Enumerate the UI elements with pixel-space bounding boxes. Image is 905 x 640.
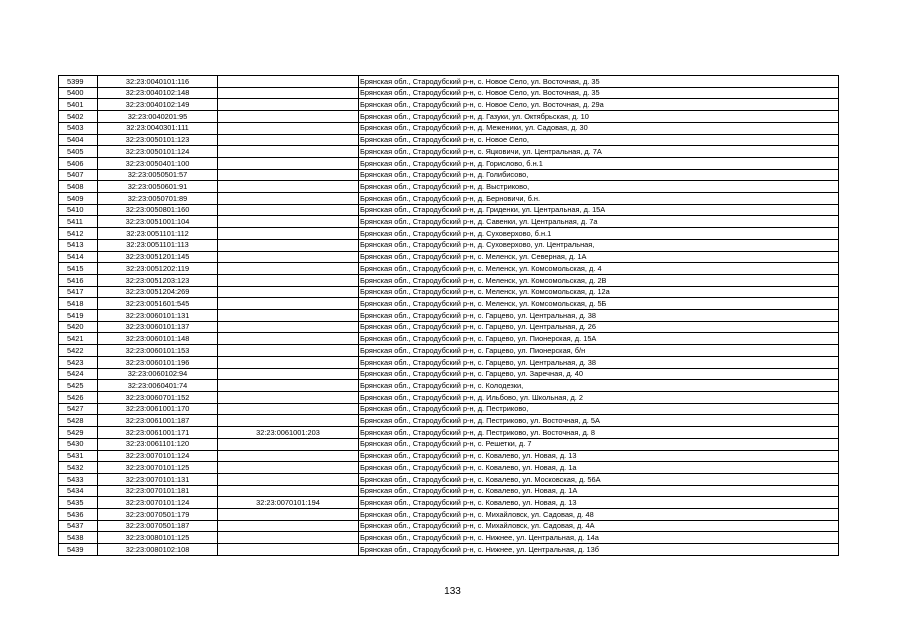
row-number-cell: 5403 bbox=[59, 122, 98, 134]
table-row bbox=[59, 391, 839, 403]
row-number-cell: 5418 bbox=[59, 298, 98, 310]
row-number-cell: 5439 bbox=[59, 544, 98, 556]
row-number-cell: 5426 bbox=[59, 391, 98, 403]
document-table bbox=[58, 75, 839, 556]
extra-cadastral-number-cell bbox=[218, 181, 359, 193]
row-number-cell: 5408 bbox=[59, 181, 98, 193]
address-cell: Брянская обл., Стародубский р-н, с. Яцковичи, ул. Центральная, д. 7А bbox=[359, 146, 839, 158]
row-number-cell: 5434 bbox=[59, 485, 98, 497]
cadastral-number-cell: 32:23:0050401:100 bbox=[98, 157, 218, 169]
address-cell: Брянская обл., Стародубский р-н, с. Меленск, ул. Комсомольская, д. 5Б bbox=[359, 298, 839, 310]
extra-cadastral-number-cell bbox=[218, 99, 359, 111]
cadastral-number-cell: 32:23:0040101:116 bbox=[98, 76, 218, 88]
row-number-cell: 5400 bbox=[59, 87, 98, 99]
address-cell: Брянская обл., Стародубский р-н, с. Нижнее, ул. Центральная, д. 14а bbox=[359, 532, 839, 544]
row-number-cell: 5432 bbox=[59, 462, 98, 474]
table-row bbox=[59, 403, 839, 415]
cadastral-number-cell: 32:23:0060101:153 bbox=[98, 345, 218, 357]
extra-cadastral-number-cell bbox=[218, 216, 359, 228]
address-cell: Брянская обл., Стародубский р-н, с. Ковалево, ул. Новая, д. 1а bbox=[359, 462, 839, 474]
extra-cadastral-number-cell bbox=[218, 544, 359, 556]
extra-cadastral-number-cell bbox=[218, 134, 359, 146]
table-row bbox=[59, 286, 839, 298]
table-row bbox=[59, 310, 839, 322]
extra-cadastral-number-cell bbox=[218, 193, 359, 205]
table-row bbox=[59, 368, 839, 380]
table-row bbox=[59, 509, 839, 521]
row-number-cell: 5415 bbox=[59, 263, 98, 275]
table-row bbox=[59, 473, 839, 485]
extra-cadastral-number-cell bbox=[218, 462, 359, 474]
address-cell: Брянская обл., Стародубский р-н, д. Пестриково, bbox=[359, 403, 839, 415]
cadastral-number-cell: 32:23:0060101:148 bbox=[98, 333, 218, 345]
cadastral-number-cell: 32:23:0051101:112 bbox=[98, 228, 218, 240]
extra-cadastral-number-cell bbox=[218, 368, 359, 380]
extra-cadastral-number-cell bbox=[218, 391, 359, 403]
cadastral-number-cell: 32:23:0050801:160 bbox=[98, 204, 218, 216]
table-row bbox=[59, 485, 839, 497]
cadastral-number-cell: 32:23:0070101:124 bbox=[98, 450, 218, 462]
address-cell: Брянская обл., Стародубский р-н, с. Колодезки, bbox=[359, 380, 839, 392]
address-cell: Брянская обл., Стародубский р-н, д. Ильбово, ул. Школьная, д. 2 bbox=[359, 391, 839, 403]
address-cell: Брянская обл., Стародубский р-н, с. Гарцево, ул. Заречная, д. 40 bbox=[359, 368, 839, 380]
cadastral-number-cell: 32:23:0050601:91 bbox=[98, 181, 218, 193]
cadastral-number-cell: 32:23:0070101:181 bbox=[98, 485, 218, 497]
table-row bbox=[59, 216, 839, 228]
extra-cadastral-number-cell bbox=[218, 509, 359, 521]
row-number-cell: 5421 bbox=[59, 333, 98, 345]
extra-cadastral-number-cell bbox=[218, 415, 359, 427]
address-cell: Брянская обл., Стародубский р-н, с. Меленск, ул. Комсомольская, д. 4 bbox=[359, 263, 839, 275]
row-number-cell: 5402 bbox=[59, 111, 98, 123]
address-cell: Брянская обл., Стародубский р-н, с. Новое Село, ул. Восточная, д. 35 bbox=[359, 87, 839, 99]
extra-cadastral-number-cell bbox=[218, 520, 359, 532]
cadastral-number-cell: 32:23:0051202:119 bbox=[98, 263, 218, 275]
extra-cadastral-number-cell bbox=[218, 239, 359, 251]
address-cell: Брянская обл., Стародубский р-н, д. Суховерхово, ул. Центральная, bbox=[359, 239, 839, 251]
address-cell: Брянская обл., Стародубский р-н, с. Гарцево, ул. Пионерская, б/н bbox=[359, 345, 839, 357]
row-number-cell: 5413 bbox=[59, 239, 98, 251]
table-row bbox=[59, 438, 839, 450]
extra-cadastral-number-cell bbox=[218, 450, 359, 462]
row-number-cell: 5423 bbox=[59, 356, 98, 368]
row-number-cell: 5404 bbox=[59, 134, 98, 146]
table-row bbox=[59, 146, 839, 158]
address-cell: Брянская обл., Стародубский р-н, д. Гриденки, ул. Центральная, д. 15А bbox=[359, 204, 839, 216]
table-row bbox=[59, 134, 839, 146]
address-cell: Брянская обл., Стародубский р-н, д. Газуки, ул. Октябрьская, д. 10 bbox=[359, 111, 839, 123]
cadastral-number-cell: 32:23:0050701:89 bbox=[98, 193, 218, 205]
address-cell: Брянская обл., Стародубский р-н, с. Новое Село, ул. Восточная, д. 35 bbox=[359, 76, 839, 88]
table-row bbox=[59, 111, 839, 123]
extra-cadastral-number-cell bbox=[218, 403, 359, 415]
row-number-cell: 5412 bbox=[59, 228, 98, 240]
address-cell: Брянская обл., Стародубский р-н, с. Новое Село, bbox=[359, 134, 839, 146]
cadastral-number-cell: 32:23:0060101:131 bbox=[98, 310, 218, 322]
address-cell: Брянская обл., Стародубский р-н, с. Гарцево, ул. Пионерская, д. 15А bbox=[359, 333, 839, 345]
cadastral-number-cell: 32:23:0051001:104 bbox=[98, 216, 218, 228]
address-cell: Брянская обл., Стародубский р-н, с. Меленск, ул. Комсомольская, д. 12а bbox=[359, 286, 839, 298]
table-row bbox=[59, 333, 839, 345]
address-cell: Брянская обл., Стародубский р-н, с. Гарцево, ул. Центральная, д. 26 bbox=[359, 321, 839, 333]
extra-cadastral-number-cell bbox=[218, 286, 359, 298]
row-number-cell: 5436 bbox=[59, 509, 98, 521]
row-number-cell: 5427 bbox=[59, 403, 98, 415]
extra-cadastral-number-cell bbox=[218, 380, 359, 392]
cadastral-number-cell: 32:23:0070101:125 bbox=[98, 462, 218, 474]
cadastral-number-cell: 32:23:0061001:187 bbox=[98, 415, 218, 427]
cadastral-number-cell: 32:23:0050101:124 bbox=[98, 146, 218, 158]
extra-cadastral-number-cell bbox=[218, 298, 359, 310]
address-cell: Брянская обл., Стародубский р-н, д. Голибисово, bbox=[359, 169, 839, 181]
row-number-cell: 5417 bbox=[59, 286, 98, 298]
cadastral-number-cell: 32:23:0040102:149 bbox=[98, 99, 218, 111]
extra-cadastral-number-cell bbox=[218, 321, 359, 333]
cadastral-number-cell: 32:23:0060701:152 bbox=[98, 391, 218, 403]
cadastral-number-cell: 32:23:0061101:120 bbox=[98, 438, 218, 450]
address-cell: Брянская обл., Стародубский р-н, с. Нижнее, ул. Центральная, д. 13б bbox=[359, 544, 839, 556]
table-row bbox=[59, 427, 839, 439]
row-number-cell: 5435 bbox=[59, 497, 98, 509]
address-cell: Брянская обл., Стародубский р-н, с. Новое Село, ул. Восточная, д. 29а bbox=[359, 99, 839, 111]
table-row bbox=[59, 532, 839, 544]
cadastral-number-cell: 32:23:0050101:123 bbox=[98, 134, 218, 146]
cadastral-number-cell: 32:23:0061001:170 bbox=[98, 403, 218, 415]
cadastral-number-cell: 32:23:0070101:124 bbox=[98, 497, 218, 509]
table-row bbox=[59, 239, 839, 251]
extra-cadastral-number-cell bbox=[218, 473, 359, 485]
row-number-cell: 5401 bbox=[59, 99, 98, 111]
row-number-cell: 5406 bbox=[59, 157, 98, 169]
address-cell: Брянская обл., Стародубский р-н, с. Михайловск, ул. Садовая, д. 48 bbox=[359, 509, 839, 521]
table-row bbox=[59, 356, 839, 368]
table-row bbox=[59, 497, 839, 509]
extra-cadastral-number-cell bbox=[218, 485, 359, 497]
row-number-cell: 5410 bbox=[59, 204, 98, 216]
row-number-cell: 5422 bbox=[59, 345, 98, 357]
extra-cadastral-number-cell bbox=[218, 263, 359, 275]
row-number-cell: 5414 bbox=[59, 251, 98, 263]
row-number-cell: 5430 bbox=[59, 438, 98, 450]
table-row bbox=[59, 157, 839, 169]
row-number-cell: 5419 bbox=[59, 310, 98, 322]
table-row bbox=[59, 99, 839, 111]
cadastral-number-cell: 32:23:0050501:57 bbox=[98, 169, 218, 181]
address-cell: Брянская обл., Стародубский р-н, д. Пестриково, ул. Восточная, д. 8 bbox=[359, 427, 839, 439]
extra-cadastral-number-cell bbox=[218, 122, 359, 134]
address-cell: Брянская обл., Стародубский р-н, д. Суховерхово, б.н.1 bbox=[359, 228, 839, 240]
table-row bbox=[59, 462, 839, 474]
table-row bbox=[59, 169, 839, 181]
cadastral-number-cell: 32:23:0040201:95 bbox=[98, 111, 218, 123]
extra-cadastral-number-cell bbox=[218, 345, 359, 357]
extra-cadastral-number-cell bbox=[218, 438, 359, 450]
extra-cadastral-number-cell bbox=[218, 356, 359, 368]
address-cell: Брянская обл., Стародубский р-н, с. Гарцево, ул. Центральная, д. 38 bbox=[359, 356, 839, 368]
table-row bbox=[59, 450, 839, 462]
cadastral-number-cell: 32:23:0060101:137 bbox=[98, 321, 218, 333]
extra-cadastral-number-cell bbox=[218, 310, 359, 322]
cadastral-number-cell: 32:23:0060401:74 bbox=[98, 380, 218, 392]
cadastral-number-cell: 32:23:0051601:545 bbox=[98, 298, 218, 310]
row-number-cell: 5429 bbox=[59, 427, 98, 439]
address-cell: Брянская обл., Стародубский р-н, с. Решетки, д. 7 bbox=[359, 438, 839, 450]
row-number-cell: 5424 bbox=[59, 368, 98, 380]
table-row bbox=[59, 251, 839, 263]
cadastral-number-cell: 32:23:0061001:171 bbox=[98, 427, 218, 439]
address-cell: Брянская обл., Стародубский р-н, д. Выстриково, bbox=[359, 181, 839, 193]
table-row bbox=[59, 274, 839, 286]
extra-cadastral-number-cell bbox=[218, 333, 359, 345]
row-number-cell: 5405 bbox=[59, 146, 98, 158]
cadastral-number-cell: 32:23:0070501:187 bbox=[98, 520, 218, 532]
extra-cadastral-number-cell: 32:23:0061001:203 bbox=[218, 427, 359, 439]
cadastral-number-cell: 32:23:0070501:179 bbox=[98, 509, 218, 521]
table-row bbox=[59, 181, 839, 193]
extra-cadastral-number-cell: 32:23:0070101:194 bbox=[218, 497, 359, 509]
address-cell: Брянская обл., Стародубский р-н, д. Пестриково, ул. Восточная, д. 5А bbox=[359, 415, 839, 427]
row-number-cell: 5420 bbox=[59, 321, 98, 333]
extra-cadastral-number-cell bbox=[218, 111, 359, 123]
table-row bbox=[59, 122, 839, 134]
row-number-cell: 5416 bbox=[59, 274, 98, 286]
row-number-cell: 5425 bbox=[59, 380, 98, 392]
address-cell: Брянская обл., Стародубский р-н, д. Савенки, ул. Центральная, д. 7а bbox=[359, 216, 839, 228]
extra-cadastral-number-cell bbox=[218, 274, 359, 286]
table-row bbox=[59, 193, 839, 205]
address-cell: Брянская обл., Стародубский р-н, с. Михайловск, ул. Садовая, д. 4А bbox=[359, 520, 839, 532]
address-cell: Брянская обл., Стародубский р-н, д. Берновичи, б.н. bbox=[359, 193, 839, 205]
row-number-cell: 5431 bbox=[59, 450, 98, 462]
page-number: 133 bbox=[444, 586, 461, 597]
row-number-cell: 5437 bbox=[59, 520, 98, 532]
extra-cadastral-number-cell bbox=[218, 251, 359, 263]
table-body bbox=[59, 76, 839, 556]
cadastral-number-cell: 32:23:0051201:145 bbox=[98, 251, 218, 263]
cadastral-number-cell: 32:23:0051101:113 bbox=[98, 239, 218, 251]
table-row bbox=[59, 76, 839, 88]
address-cell: Брянская обл., Стародубский р-н, с. Ковалево, ул. Московская, д. 56А bbox=[359, 473, 839, 485]
address-cell: Брянская обл., Стародубский р-н, д. Меженики, ул. Садовая, д. 30 bbox=[359, 122, 839, 134]
extra-cadastral-number-cell bbox=[218, 532, 359, 544]
address-cell: Брянская обл., Стародубский р-н, с. Гарцево, ул. Центральная, д. 38 bbox=[359, 310, 839, 322]
table-row bbox=[59, 415, 839, 427]
address-cell: Брянская обл., Стародубский р-н, с. Меленск, ул. Комсомольская, д. 2В bbox=[359, 274, 839, 286]
cadastral-number-cell: 32:23:0080101:125 bbox=[98, 532, 218, 544]
extra-cadastral-number-cell bbox=[218, 87, 359, 99]
row-number-cell: 5438 bbox=[59, 532, 98, 544]
table-row bbox=[59, 321, 839, 333]
extra-cadastral-number-cell bbox=[218, 204, 359, 216]
address-cell: Брянская обл., Стародубский р-н, с. Ковалево, ул. Новая, д. 13 bbox=[359, 450, 839, 462]
row-number-cell: 5409 bbox=[59, 193, 98, 205]
table-row bbox=[59, 520, 839, 532]
table-row bbox=[59, 298, 839, 310]
table-row bbox=[59, 544, 839, 556]
extra-cadastral-number-cell bbox=[218, 76, 359, 88]
address-cell: Брянская обл., Стародубский р-н, д. Горислово, б.н.1 bbox=[359, 157, 839, 169]
cadastral-number-cell: 32:23:0060101:196 bbox=[98, 356, 218, 368]
table-row bbox=[59, 380, 839, 392]
cadastral-number-cell: 32:23:0060102:94 bbox=[98, 368, 218, 380]
cadastral-number-cell: 32:23:0040301:111 bbox=[98, 122, 218, 134]
table-row bbox=[59, 263, 839, 275]
address-cell: Брянская обл., Стародубский р-н, с. Ковалево, ул. Новая, д. 13 bbox=[359, 497, 839, 509]
row-number-cell: 5433 bbox=[59, 473, 98, 485]
extra-cadastral-number-cell bbox=[218, 228, 359, 240]
address-cell: Брянская обл., Стародубский р-н, с. Меленск, ул. Северная, д. 1А bbox=[359, 251, 839, 263]
cadastral-number-cell: 32:23:0051203:123 bbox=[98, 274, 218, 286]
row-number-cell: 5428 bbox=[59, 415, 98, 427]
cadastral-number-cell: 32:23:0070101:131 bbox=[98, 473, 218, 485]
extra-cadastral-number-cell bbox=[218, 157, 359, 169]
row-number-cell: 5411 bbox=[59, 216, 98, 228]
table-row bbox=[59, 345, 839, 357]
row-number-cell: 5399 bbox=[59, 76, 98, 88]
row-number-cell: 5407 bbox=[59, 169, 98, 181]
table-row bbox=[59, 87, 839, 99]
extra-cadastral-number-cell bbox=[218, 146, 359, 158]
cadastral-number-cell: 32:23:0040102:148 bbox=[98, 87, 218, 99]
table-row bbox=[59, 228, 839, 240]
address-cell: Брянская обл., Стародубский р-н, с. Ковалево, ул. Новая, д. 1А bbox=[359, 485, 839, 497]
cadastral-number-cell: 32:23:0080102:108 bbox=[98, 544, 218, 556]
cadastral-number-cell: 32:23:0051204:269 bbox=[98, 286, 218, 298]
extra-cadastral-number-cell bbox=[218, 169, 359, 181]
table-row bbox=[59, 204, 839, 216]
